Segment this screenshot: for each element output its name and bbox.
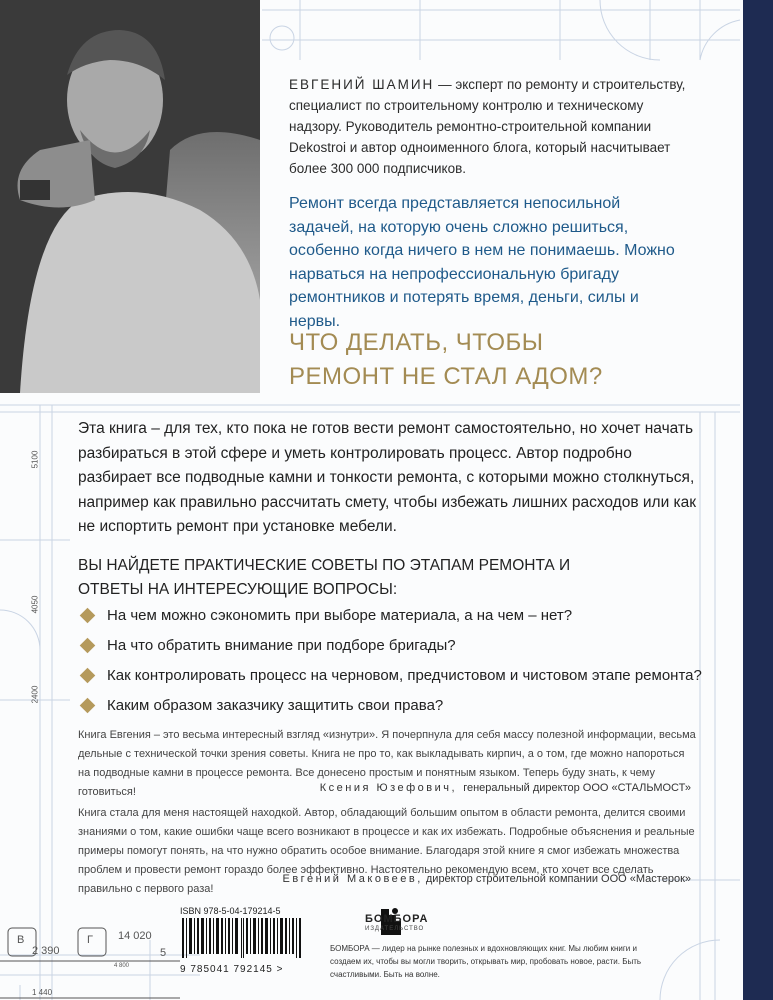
list-item: На что обратить внимание при подборе бригады?	[78, 630, 718, 660]
book-spine	[743, 0, 773, 1000]
blueprint-dim-14020: 14 020	[118, 930, 152, 942]
blueprint-label-g: Г	[87, 934, 93, 946]
blueprint-dim-4800: 4 800	[114, 963, 130, 969]
diamond-bullet-icon	[80, 637, 96, 653]
review-2-author: Евгений Маковеев,	[282, 873, 423, 885]
subheading: ВЫ НАЙДЕТЕ ПРАКТИЧЕСКИЕ СОВЕТЫ ПО ЭТАПАМ РЕМОНТА И ОТВЕТЫ НА ИНТЕРЕСУЮЩИЕ ВОПРОСЫ:	[78, 557, 571, 598]
blueprint-dim-2390: 2 390	[32, 945, 60, 957]
barcode-block	[180, 906, 310, 976]
blueprint-dim-5100: 5100	[30, 450, 40, 469]
barcode-number: 9 785041 792145 >	[180, 964, 284, 975]
intro-paragraph: Ремонт всегда представляется непосильной задачей, на которую очень сложно решиться, особенно когда ничего в нем не понимаешь. Можно нарваться на непрофессиональную бригаду ремонтников и потерять время, деньги, силы и нервы.	[289, 195, 675, 330]
review-2-role: директор строительной компании ООО «Мастерок»	[425, 873, 691, 885]
review-1-signature	[320, 782, 691, 794]
headline: ЧТО ДЕЛАТЬ, ЧТОБЫ РЕМОНТ НЕ СТАЛ АДОМ?	[289, 329, 603, 390]
review-1-author: Ксения Юзефович,	[319, 782, 458, 794]
barcode	[180, 918, 310, 958]
publisher-subtitle: ИЗДАТЕЛЬСТВО	[365, 926, 425, 932]
blueprint-dim-4050: 4050	[30, 595, 40, 614]
list-item: На чем можно сэкономить при выборе материала, а на чем – нет?	[78, 600, 718, 630]
book-description: Эта книга – для тех, кто пока не готов вести ремонт самостоятельно, но хочет начать разбираться в этой сфере и уметь контролировать процесс. Автор подробно разбирает все подводные камни и тонкости ремонта, с которыми можно столкнуться, например как правильно рассчитать смету, чтобы избежать лишних расходов или как не испортить ремонт при установке мебели.	[78, 420, 697, 535]
diamond-bullet-icon	[80, 667, 96, 683]
blueprint-dim-1440: 1 440	[32, 988, 53, 997]
author-name: ЕВГЕНИЙ ШАМИН	[289, 77, 435, 92]
review-1-text: Книга Евгения – это весьма интересный взгляд «изнутри». Я почерпнула для себя массу полезной информации, весьма дельные с технической точки зрения советы. Книга не про то, как выкладывать кирпич, а о том, где можно напороться на подводные камни в процессе ремонта. Все донесено простым и понятным языком. Теперь буду знать, к чему готовиться!	[78, 729, 696, 798]
diamond-bullet-icon	[80, 607, 96, 623]
blueprint-label-b: В	[17, 934, 25, 946]
publisher-name: БОМБОРА	[365, 913, 429, 925]
question-list	[78, 600, 718, 720]
author-bio	[289, 74, 689, 179]
list-item: Каким образом заказчику защитить свои права?	[78, 690, 718, 720]
bombora-logo-icon	[330, 905, 450, 945]
review-2-text: Книга стала для меня настоящей находкой. Автор, обладающий большим опытом в области ремонта, делится своими знаниями о том, какие ошибки чаще всего возникают в процессе и как их избежать. Подробные объяснения и реальные примеры помогут понять, на что нужно обратить особое внимание. Благодаря этой книге я смог избежать множества проблем и провести ремонт гораздо более эффективно. Настоятельно рекомендую всем, кто хочет все сделать правильно с первого раза!	[78, 807, 695, 895]
publisher-description: БОМБОРА — лидер на рынке полезных и вдохновляющих книг. Мы любим книги и создаем их, чтобы вы могли творить, открывать мир, пробовать новое, расти. Быть счастливыми. Быть на волне.	[330, 944, 642, 979]
diamond-bullet-icon	[80, 697, 96, 713]
author-photo	[0, 0, 260, 393]
author-bio-text: — эксперт по ремонту и строительству, специалист по строительному контролю и техническому надзору. Руководитель ремонтно-строительной компании Dekostroi и автор одноименного блога, который насчитывает более 300 000 подписчиков.	[289, 77, 686, 176]
blueprint-dim-2400: 2400	[30, 685, 40, 704]
isbn: ISBN 978-5-04-179214-5	[180, 906, 281, 916]
review-1-role: генеральный директор ООО «СТАЛЬМОСТ»	[463, 782, 691, 794]
review-2-signature	[283, 873, 692, 885]
list-item: Как контролировать процесс на черновом, предчистовом и чистовом этапе ремонта?	[78, 660, 718, 690]
blueprint-dim-5: 5	[160, 947, 167, 959]
